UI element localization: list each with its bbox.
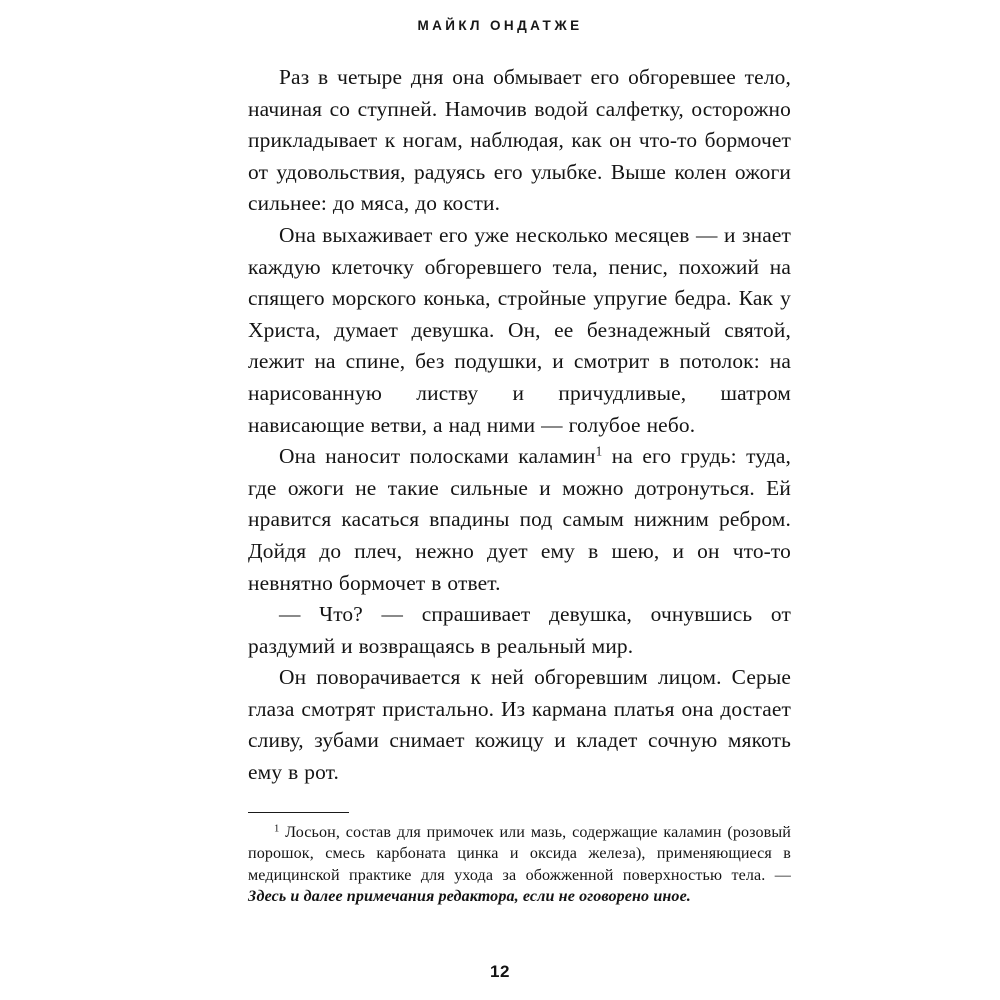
body-paragraph-4-dialogue: — Что? — спрашивает девушка, очнувшись от раздумий и возвращаясь в реальный мир.	[248, 602, 791, 658]
footnote-editor-note: Здесь и далее примечания редактора, если не оговорено иное.	[248, 887, 691, 905]
body-paragraph-5: Он поворачивается к ней обгоревшим лицом. Серые глаза смотрят пристально. Из кармана платья она достает сливу, зубами снимает кожицу и кладет сочную мякоть ему в рот.	[248, 665, 791, 785]
body-paragraph-1: Раз в четыре дня она обмывает его обгоревшее тело, начиная со ступней. Намочив водой салфетку, осторожно прикладывает к ногам, наблюдая, как он что-то бормочет от удовольствия, радуясь его улыбке. Выше колен ожоги сильнее: до мяса, до кости.	[248, 65, 791, 216]
footnote-body: Лосьон, состав для примочек или мазь, содержащие каламин (розовый порошок, смесь карбоната цинка и оксида железа), применяющиеся в медицинской практике для ухода за обожженной поверхностью тела. —	[248, 824, 791, 884]
body-paragraph-3-part-a: Она наносит полосками каламин	[279, 444, 596, 469]
footnote-block	[248, 812, 791, 907]
body-paragraph-2: Она выхаживает его уже несколько месяцев — и знает каждую клеточку обгоревшего тела, пенис, похожий на спящего морского конька, стройные упругие бедра. Как у Христа, думает девушка. Он, ее безнадежный святой, лежит на спине, без подушки, и смотрит в потолок: на нарисованную листву и причудливые, шатром нависающие ветви, а над ними — голубое небо.	[248, 222, 791, 437]
footnote-text	[248, 822, 791, 907]
footnote-separator-rule	[248, 812, 349, 813]
footnote-number-marker: 1	[274, 823, 280, 835]
page-number-folio: 12	[490, 962, 510, 981]
running-header-author: МАЙКЛ ОНДАТЖЕ	[417, 18, 583, 33]
body-text-column	[248, 62, 791, 789]
body-paragraph-3-part-b: на его грудь: туда, где ожоги не такие сильные и можно дотронуться. Ей нравится касаться впадины под самым нижним ребром. Дойдя до плеч, нежно дует ему в шею, и он что-то невнятно бормочет в ответ.	[248, 444, 791, 595]
footnote-reference-marker[interactable]: 1	[595, 443, 603, 459]
body-paragraph-3	[248, 441, 791, 599]
